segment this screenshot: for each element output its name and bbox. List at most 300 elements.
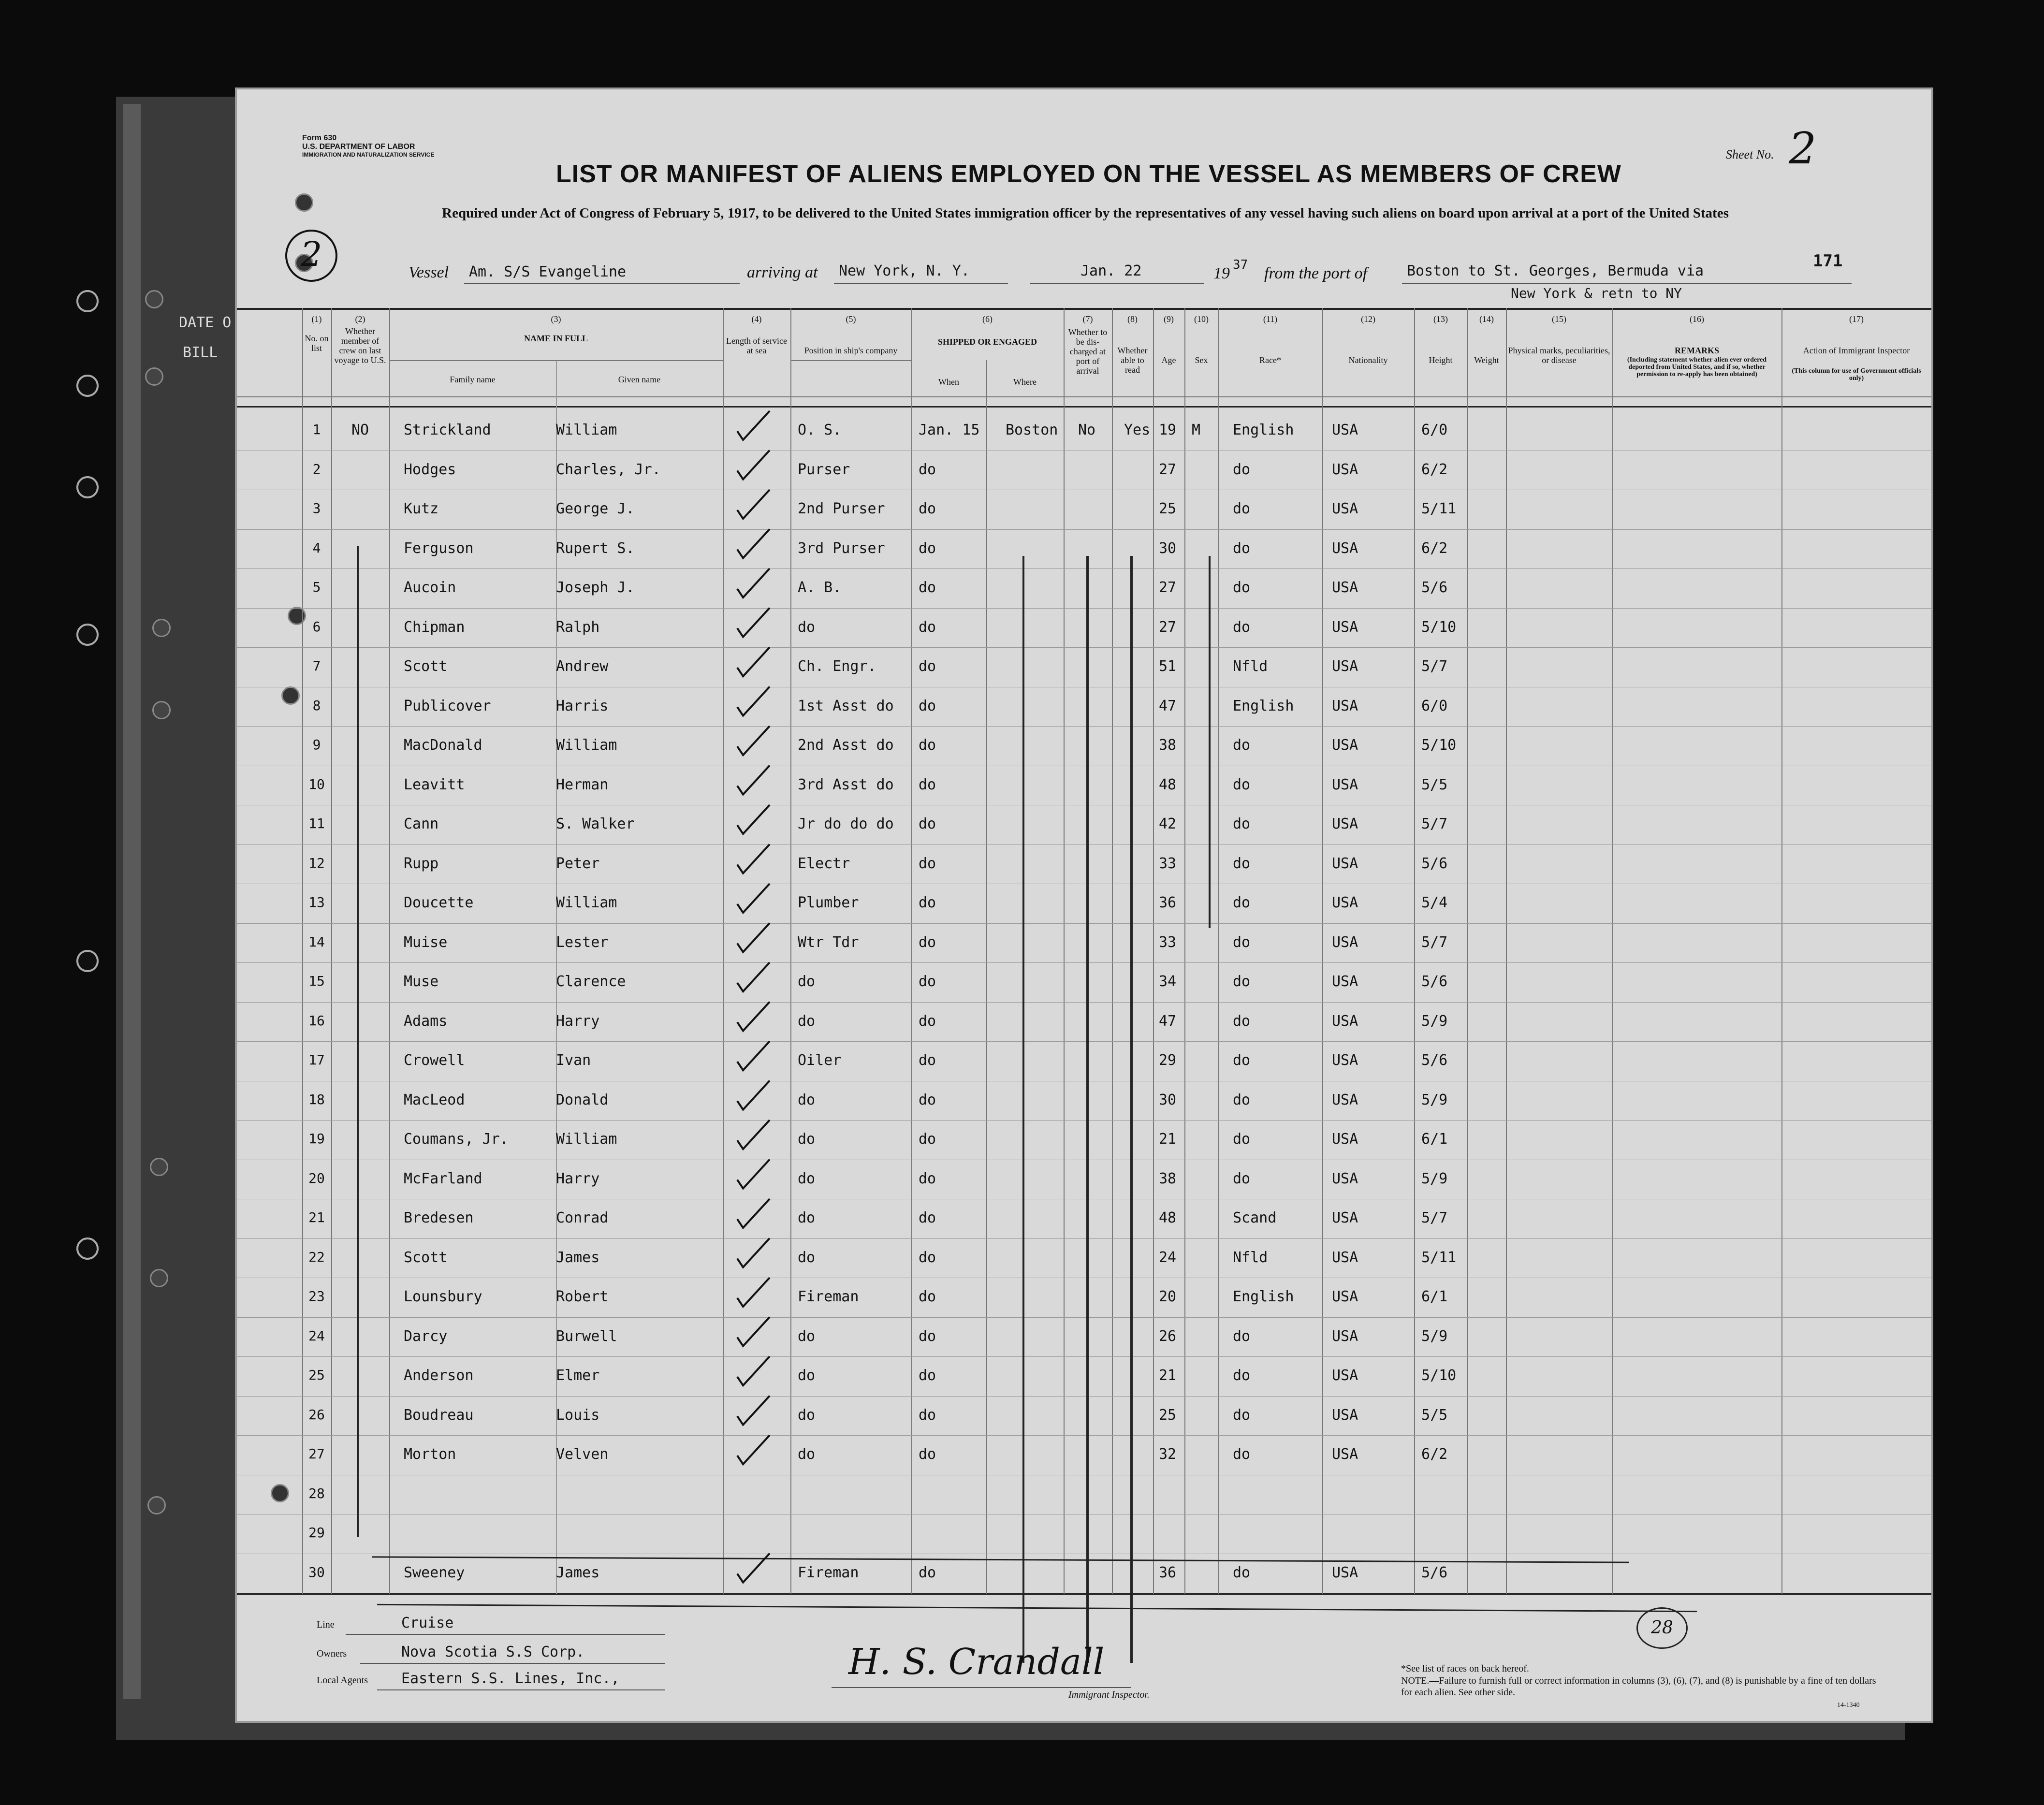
cell-race: do	[1233, 500, 1251, 517]
cell-age: 38	[1159, 1170, 1177, 1187]
row-29-strike	[377, 1604, 1697, 1612]
cell-given: Burwell	[556, 1327, 617, 1345]
cell-race: do	[1233, 1052, 1251, 1069]
cell-no: 12	[308, 855, 325, 871]
check-mark	[737, 962, 770, 991]
cell-race: do	[1233, 461, 1251, 478]
header-given-name: Given name	[618, 375, 661, 384]
cell-nat: USA	[1332, 500, 1358, 517]
check-mark	[737, 687, 770, 716]
col-rule	[1218, 308, 1219, 1594]
cell-race: do	[1233, 1170, 1251, 1187]
cell-position: 3rd Purser	[798, 539, 885, 557]
cell-height: 5/4	[1421, 894, 1448, 911]
header-double-rule	[237, 406, 1931, 408]
check-mark	[737, 490, 770, 519]
cell-age: 34	[1159, 973, 1177, 990]
cell-nat: USA	[1332, 776, 1358, 793]
cell-height: 5/5	[1421, 776, 1448, 793]
cell-height: 5/10	[1421, 1367, 1457, 1384]
cell-height: 5/9	[1421, 1091, 1448, 1108]
cell-given: Rupert S.	[556, 539, 635, 557]
cell-family: Coumans, Jr.	[404, 1131, 509, 1148]
row-divider	[237, 1238, 1931, 1239]
cell-when: do	[919, 461, 936, 478]
cell-height: 5/10	[1421, 737, 1457, 754]
cell-no: 1	[312, 422, 321, 437]
cell-given: William	[556, 894, 617, 911]
agents-label: Local Agents	[317, 1675, 368, 1686]
shipped-split-rule	[790, 360, 911, 361]
check-mark	[737, 451, 770, 480]
cell-no: 27	[308, 1446, 325, 1462]
cell-height: 5/9	[1421, 1327, 1448, 1345]
cell-family: Hodges	[404, 461, 456, 478]
cell-family: Muise	[404, 933, 448, 951]
cell-given: Donald	[556, 1091, 609, 1108]
cell-family: Ferguson	[404, 539, 474, 557]
cell-when: do	[919, 776, 936, 793]
cell-race: do	[1233, 933, 1251, 951]
cell-family: Scott	[404, 658, 448, 675]
cell-when: do	[919, 894, 936, 911]
cell-height: 5/6	[1421, 579, 1448, 596]
cell-age: 19	[1159, 422, 1177, 438]
cell-family: Morton	[404, 1446, 456, 1463]
cell-no: 26	[308, 1406, 325, 1423]
cell-nat: USA	[1332, 1249, 1358, 1266]
cell-no: 21	[308, 1209, 325, 1225]
cell-given: James	[556, 1564, 600, 1581]
cell-nat: USA	[1332, 1131, 1358, 1148]
vessel-value: Am. S/S Evangeline	[469, 263, 627, 280]
row-divider	[237, 923, 1931, 924]
binder-hole	[76, 624, 99, 646]
cell-race: do	[1233, 618, 1251, 636]
cell-no: 9	[312, 737, 321, 753]
cell-nat: USA	[1332, 579, 1358, 596]
cell-given: Conrad	[556, 1209, 609, 1226]
form-code: 14-1340	[1837, 1702, 1860, 1709]
cell-race: do	[1233, 579, 1251, 596]
col-rule	[986, 360, 987, 1594]
cell-age: 21	[1159, 1367, 1177, 1384]
cell-family: Darcy	[404, 1327, 448, 1345]
cell-nat: USA	[1332, 1288, 1358, 1305]
signature-underline	[832, 1687, 1131, 1688]
cell-no: 25	[308, 1367, 325, 1383]
cell-given: Lester	[556, 933, 609, 951]
cell-position: do	[798, 1131, 816, 1148]
inspector-signature: H. S. Crandall	[848, 1641, 1105, 1683]
row-divider	[237, 647, 1931, 648]
binder-hole	[76, 476, 99, 498]
cell-position: Jr do do do	[798, 815, 894, 832]
col-rule	[723, 308, 724, 1594]
page-hole	[295, 193, 313, 212]
cell-family: Muse	[404, 973, 439, 990]
cell-height: 5/7	[1421, 933, 1448, 951]
binder-hole	[76, 950, 99, 972]
cell-given: Ivan	[556, 1052, 591, 1069]
check-mark	[737, 1278, 770, 1307]
cell-when: do	[919, 697, 936, 714]
from-port-line1: Boston to St. Georges, Bermuda via	[1407, 262, 1704, 279]
cell-no: 7	[312, 658, 321, 674]
cell-position: do	[798, 1249, 816, 1266]
cell-given: Elmer	[556, 1367, 600, 1384]
cell-given: Harry	[556, 1170, 600, 1187]
header-family-name: Family name	[450, 375, 496, 384]
check-mark	[737, 1435, 770, 1464]
row-divider	[237, 844, 1931, 845]
sheet-label: Sheet No.	[1726, 147, 1774, 161]
cell-position: do	[798, 1367, 816, 1384]
cell-last: NO	[351, 422, 369, 438]
cell-position: O. S.	[798, 422, 842, 438]
name-split-rule	[389, 360, 723, 361]
col-11-number: (11)	[1263, 314, 1278, 324]
date-underline	[1030, 283, 1204, 284]
cell-family: Anderson	[404, 1367, 474, 1384]
cell-age: 47	[1159, 697, 1177, 714]
page-title: LIST OR MANIFEST OF ALIENS EMPLOYED ON THE VESSEL AS MEMBERS OF CREW	[556, 160, 1621, 188]
cell-disch: No	[1078, 422, 1096, 438]
arrival-date: Jan. 22	[1080, 262, 1142, 279]
cell-race: English	[1233, 1288, 1294, 1305]
cell-race: do	[1233, 1131, 1251, 1148]
cell-nat: USA	[1332, 618, 1358, 636]
circled-mark: 2	[285, 230, 337, 282]
header-discharged: Whether to be dis-charged at port of arrival	[1068, 327, 1108, 376]
from-label: from the port of	[1264, 264, 1368, 282]
header-last-voyage: Whether member of crew on last voyage to U.S.	[334, 326, 386, 365]
line-label: Line	[317, 1619, 335, 1630]
cell-given: Peter	[556, 855, 600, 872]
cell-height: 5/6	[1421, 973, 1448, 990]
cell-position: Electr	[798, 855, 850, 872]
owners-label: Owners	[317, 1648, 347, 1659]
cell-race: Nfld	[1233, 658, 1268, 675]
cell-position: Plumber	[798, 894, 859, 911]
cell-nat: USA	[1332, 894, 1358, 911]
cell-no: 17	[308, 1052, 325, 1068]
cell-no: 23	[308, 1288, 325, 1304]
cell-position: do	[798, 1327, 816, 1345]
cell-age: 48	[1159, 776, 1177, 793]
cell-given: Harry	[556, 1012, 600, 1030]
ditto-mark-where	[1022, 556, 1024, 1663]
arriving-label: arriving at	[747, 263, 818, 281]
cell-nat: USA	[1332, 1170, 1358, 1187]
cell-given: Andrew	[556, 658, 609, 675]
row-divider	[237, 608, 1931, 609]
stub-bill: BILL	[183, 344, 218, 361]
cell-position: 1st Asst do	[798, 697, 894, 714]
header-weight: Weight	[1474, 355, 1499, 365]
col-rule	[911, 308, 912, 1594]
row-divider	[237, 1041, 1931, 1042]
col-1-number: (1)	[311, 314, 322, 324]
cell-race: do	[1233, 1406, 1251, 1424]
check-mark	[737, 1199, 770, 1228]
cell-given: Robert	[556, 1288, 609, 1305]
col-3-number: (3)	[551, 314, 561, 324]
cell-when: do	[919, 1052, 936, 1069]
manifest-sheet	[237, 89, 1931, 1721]
header-nationality: Nationality	[1348, 355, 1388, 365]
check-mark	[737, 1317, 770, 1346]
cell-no: 10	[308, 776, 325, 792]
col-rule	[1064, 308, 1065, 1594]
cell-age: 20	[1159, 1288, 1177, 1305]
cell-no: 16	[308, 1012, 325, 1029]
header-bottom-rule	[237, 396, 1931, 397]
cell-nat: USA	[1332, 1446, 1358, 1463]
header-read: Whether able to read	[1117, 346, 1148, 375]
check-mark	[737, 1002, 770, 1031]
cell-position: do	[798, 973, 816, 990]
check-mark	[737, 1238, 770, 1267]
col-rule	[1322, 308, 1323, 1594]
cell-height: 5/7	[1421, 815, 1448, 832]
circled-count: 28	[1636, 1607, 1688, 1649]
cell-height: 5/10	[1421, 618, 1457, 636]
cell-height: 5/6	[1421, 1052, 1448, 1069]
cell-when: do	[919, 539, 936, 557]
cell-age: 33	[1159, 855, 1177, 872]
col-16-number: (16)	[1690, 314, 1704, 324]
cell-age: 36	[1159, 894, 1177, 911]
row-divider	[237, 962, 1931, 963]
cell-race: Nfld	[1233, 1249, 1268, 1266]
cell-family: Chipman	[404, 618, 465, 636]
row-divider	[237, 1396, 1931, 1397]
cell-position: 2nd Asst do	[798, 737, 894, 754]
header-action: Action of Immigrant Inspector	[1803, 346, 1910, 355]
cell-when: do	[919, 1367, 936, 1384]
cell-given: Harris	[556, 697, 609, 714]
header-sex: Sex	[1195, 355, 1208, 365]
cell-when: do	[919, 1327, 936, 1345]
cell-no: 18	[308, 1091, 325, 1107]
cell-height: 5/6	[1421, 1564, 1448, 1581]
cell-race: do	[1233, 1012, 1251, 1030]
arriving-value: New York, N. Y.	[839, 262, 970, 279]
agents-underline	[377, 1689, 665, 1690]
cell-position: do	[798, 1170, 816, 1187]
check-mark	[737, 844, 770, 873]
cell-age: 30	[1159, 539, 1177, 557]
line-value: Cruise	[401, 1615, 454, 1631]
punch-hole	[152, 619, 171, 637]
ditto-mark-sex	[1209, 556, 1211, 928]
cell-position: do	[798, 1091, 816, 1108]
cell-height: 5/7	[1421, 1209, 1448, 1226]
cell-height: 6/1	[1421, 1131, 1448, 1148]
cell-family: MacDonald	[404, 737, 482, 754]
cell-no: 4	[312, 539, 321, 556]
cell-family: Leavitt	[404, 776, 465, 793]
cell-given: William	[556, 1131, 617, 1148]
check-mark	[737, 805, 770, 834]
col-12-number: (12)	[1361, 314, 1375, 324]
cell-given: Velven	[556, 1446, 609, 1463]
cell-when: do	[919, 1564, 936, 1581]
cell-age: 27	[1159, 579, 1177, 596]
cell-family: Cann	[404, 815, 439, 832]
vessel-label: Vessel	[409, 263, 449, 281]
punch-hole	[150, 1158, 168, 1176]
cell-position: Wtr Tdr	[798, 933, 859, 951]
cell-given: Joseph J.	[556, 579, 635, 596]
cell-height: 5/11	[1421, 1249, 1457, 1266]
check-mark	[737, 884, 770, 913]
cell-family: Lounsbury	[404, 1288, 482, 1305]
col-rule	[1153, 308, 1154, 1594]
cell-age: 27	[1159, 618, 1177, 636]
check-mark	[737, 923, 770, 952]
col-14-number: (14)	[1479, 314, 1494, 324]
cell-age: 48	[1159, 1209, 1177, 1226]
cell-given: William	[556, 737, 617, 754]
col-rule	[389, 308, 390, 1594]
header-age: Age	[1161, 355, 1176, 365]
cell-no: 5	[312, 579, 321, 595]
cell-race: do	[1233, 1564, 1251, 1581]
cell-race: do	[1233, 1446, 1251, 1463]
cell-when: do	[919, 1131, 936, 1148]
cell-family: Bredesen	[404, 1209, 474, 1226]
cell-family: Doucette	[404, 894, 474, 911]
cell-when: do	[919, 973, 936, 990]
page-hole	[271, 1484, 289, 1502]
cell-no: 20	[308, 1170, 325, 1186]
header-length-service: Length of service at sea	[726, 336, 787, 355]
cell-when: do	[919, 933, 936, 951]
cell-no: 6	[312, 618, 321, 635]
col-rule	[1781, 308, 1782, 1594]
cell-nat: USA	[1332, 422, 1358, 438]
cell-height: 5/7	[1421, 658, 1448, 675]
cell-no: 30	[308, 1564, 325, 1580]
cell-height: 5/6	[1421, 855, 1448, 872]
cell-when: do	[919, 1288, 936, 1305]
col-rule	[331, 308, 332, 1594]
cell-when: Jan. 15	[919, 422, 980, 438]
header-name-in-full: NAME IN FULL	[524, 334, 588, 343]
col-13-number: (13)	[1433, 314, 1448, 324]
cell-position: do	[798, 1446, 816, 1463]
col-rule	[1414, 308, 1415, 1594]
cell-given: Charles, Jr.	[556, 461, 661, 478]
race-note: *See list of races on back hereof.	[1401, 1663, 1529, 1674]
cell-nat: USA	[1332, 737, 1358, 754]
cell-no: 11	[308, 815, 325, 831]
cell-age: 38	[1159, 737, 1177, 754]
col-rule	[1112, 308, 1113, 1594]
from-underline	[1402, 283, 1852, 284]
check-mark	[737, 1120, 770, 1149]
cell-when: do	[919, 737, 936, 754]
check-mark	[737, 766, 770, 795]
cell-no: 2	[312, 461, 321, 477]
check-mark	[737, 1041, 770, 1070]
row-divider	[237, 568, 1931, 569]
cell-race: do	[1233, 894, 1251, 911]
row-divider	[237, 1120, 1931, 1121]
cell-age: 24	[1159, 1249, 1177, 1266]
cell-height: 5/11	[1421, 500, 1457, 517]
cell-when: do	[919, 658, 936, 675]
cell-nat: USA	[1332, 697, 1358, 714]
cell-family: Rupp	[404, 855, 439, 872]
binder-hole	[76, 290, 99, 312]
header-action-note: (This column for use of Government officials only)	[1792, 367, 1921, 382]
cell-nat: USA	[1332, 1052, 1358, 1069]
col-5-number: (5)	[846, 314, 856, 324]
cell-position: do	[798, 618, 816, 636]
cell-race: English	[1233, 697, 1294, 714]
cell-when: do	[919, 1170, 936, 1187]
cell-race: do	[1233, 1327, 1251, 1345]
check-mark	[737, 411, 770, 440]
cell-age: 42	[1159, 815, 1177, 832]
row-divider	[237, 529, 1931, 530]
year-prefix: 19	[1213, 264, 1230, 282]
cell-height: 6/0	[1421, 697, 1448, 714]
cell-age: 26	[1159, 1327, 1177, 1345]
check-mark	[737, 1081, 770, 1110]
cell-position: A. B.	[798, 579, 842, 596]
header-physical: Physical marks, peculiarities, or disease	[1508, 346, 1610, 365]
cell-position: do	[798, 1406, 816, 1424]
cell-position: 2nd Purser	[798, 500, 885, 517]
cell-height: 6/2	[1421, 539, 1448, 557]
row-divider	[237, 1002, 1931, 1003]
cell-position: do	[798, 1209, 816, 1226]
header-when: When	[938, 377, 959, 387]
cell-family: Publicover	[404, 697, 491, 714]
cell-nat: USA	[1332, 1564, 1358, 1581]
cell-race: do	[1233, 1091, 1251, 1108]
cell-family: Strickland	[404, 422, 491, 438]
cell-given: S. Walker	[556, 815, 635, 832]
cell-height: 5/9	[1421, 1170, 1448, 1187]
header-height: Height	[1429, 355, 1453, 365]
cell-given: George J.	[556, 500, 635, 517]
check-mark	[737, 529, 770, 558]
header-where: Where	[1013, 377, 1037, 387]
col-rule	[790, 308, 791, 1594]
punch-hole	[145, 290, 163, 308]
punch-hole	[147, 1496, 166, 1514]
cell-given: William	[556, 422, 617, 438]
cell-nat: USA	[1332, 1406, 1358, 1424]
inspector-label: Immigrant Inspector.	[1068, 1689, 1150, 1700]
cell-nat: USA	[1332, 973, 1358, 990]
cell-family: McFarland	[404, 1170, 482, 1187]
ditto-mark-last-voyage	[357, 546, 359, 1537]
cell-when: do	[919, 1406, 936, 1424]
ditto-mark-read	[1130, 556, 1133, 1663]
check-mark	[737, 1160, 770, 1189]
row-divider	[237, 1356, 1931, 1357]
cell-family: MacLeod	[404, 1091, 465, 1108]
cell-position: Purser	[798, 461, 850, 478]
col-8-number: (8)	[1127, 314, 1138, 324]
cell-nat: USA	[1332, 1091, 1358, 1108]
